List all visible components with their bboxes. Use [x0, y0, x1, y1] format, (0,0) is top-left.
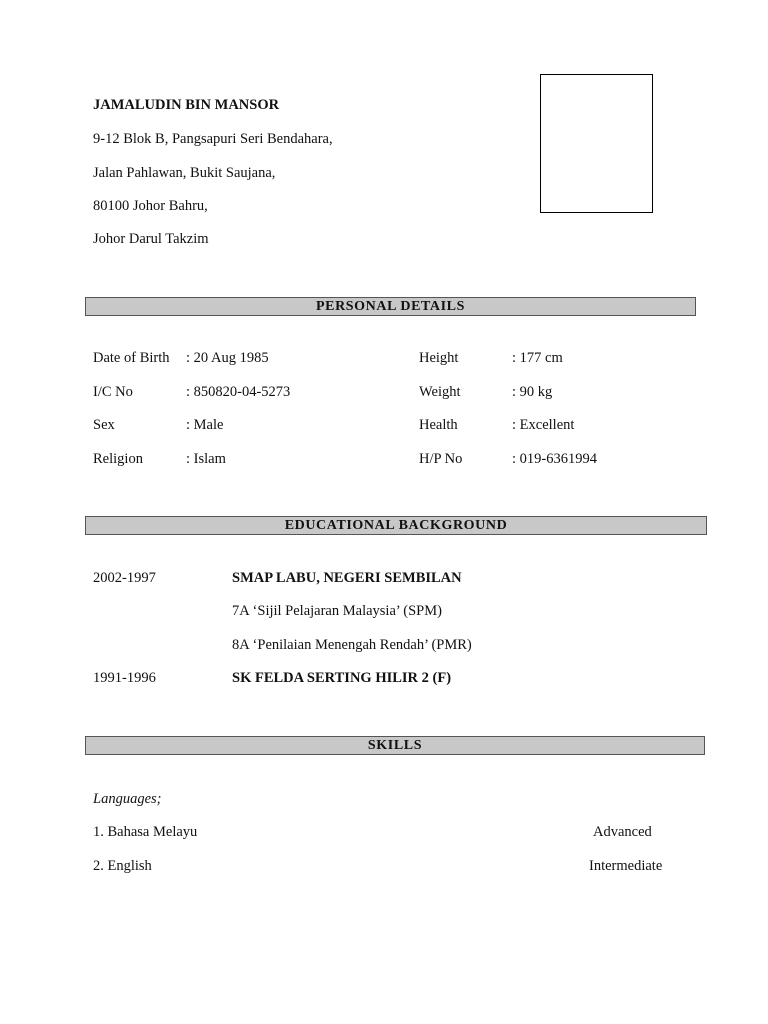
skills-heading: SKILLS	[85, 736, 705, 755]
language-level: Advanced	[593, 824, 652, 840]
address-line-2: Jalan Pahlawan, Bukit Saujana,	[93, 165, 276, 181]
health-value: : Excellent	[512, 417, 575, 433]
education-school: SK FELDA SERTING HILIR 2 (F)	[232, 670, 452, 686]
phone-value: : 019-6361994	[512, 451, 597, 467]
ic-label: I/C No	[93, 384, 133, 400]
height-label: Height	[419, 350, 459, 366]
photo-placeholder	[540, 74, 653, 213]
address-line-4: Johor Darul Takzim	[93, 231, 209, 247]
language-name: 1. Bahasa Melayu	[93, 824, 198, 840]
applicant-name: JAMALUDIN BIN MANSOR	[93, 97, 280, 113]
personal-details-heading: PERSONAL DETAILS	[85, 297, 696, 316]
weight-label: Weight	[419, 384, 461, 400]
ic-value: : 850820-04-5273	[186, 384, 291, 400]
language-name: 2. English	[93, 858, 152, 874]
sex-value: : Male	[186, 417, 224, 433]
education-years: 2002-1997	[93, 570, 156, 586]
dob-value: : 20 Aug 1985	[186, 350, 269, 366]
sex-label: Sex	[93, 417, 115, 433]
weight-value: : 90 kg	[512, 384, 553, 400]
dob-label: Date of Birth	[93, 350, 170, 366]
education-school: SMAP LABU, NEGERI SEMBILAN	[232, 570, 462, 586]
education-years: 1991-1996	[93, 670, 156, 686]
education-detail: 8A ‘Penilaian Menengah Rendah’ (PMR)	[232, 637, 472, 653]
address-line-1: 9-12 Blok B, Pangsapuri Seri Bendahara,	[93, 131, 333, 147]
languages-label: Languages;	[93, 791, 162, 807]
religion-value: : Islam	[186, 451, 226, 467]
education-detail: 7A ‘Sijil Pelajaran Malaysia’ (SPM)	[232, 603, 442, 619]
language-level: Intermediate	[589, 858, 663, 874]
address-line-3: 80100 Johor Bahru,	[93, 198, 208, 214]
education-heading: EDUCATIONAL BACKGROUND	[85, 516, 707, 535]
phone-label: H/P No	[419, 451, 463, 467]
health-label: Health	[419, 417, 458, 433]
religion-label: Religion	[93, 451, 143, 467]
height-value: : 177 cm	[512, 350, 563, 366]
